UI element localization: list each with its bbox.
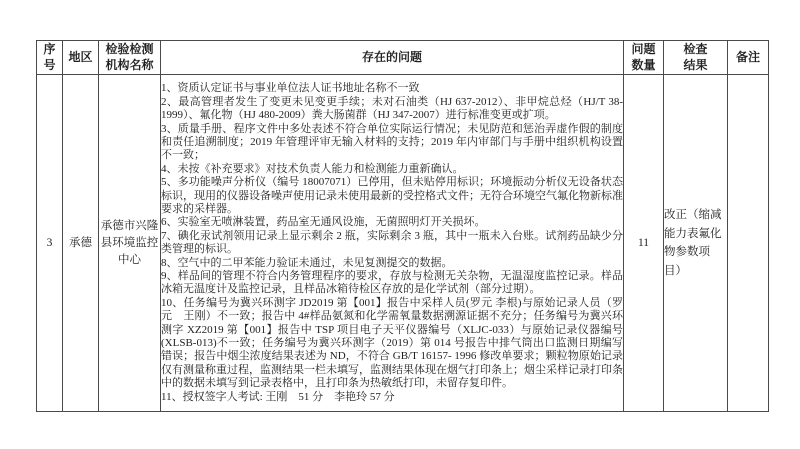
problem-item-3: 3、质量手册、程序文件中多处表述不符合单位实际运行情况；未见防范和惩治弄虚作假的制度和责任追溯制度；2019 年管理评审无输入材料的支持；2019 年内审部门与手册中组织机构设置不一致； xyxy=(161,122,623,162)
problem-item-8: 8、空气中的二甲苯能力验证未通过，未见复测提交的数据。 xyxy=(161,256,453,269)
header-region-label: 地区 xyxy=(68,49,93,64)
header-count-label: 问题数量 xyxy=(631,42,656,72)
header-cell-agency xyxy=(99,41,161,75)
problem-item-6: 6、实验室无喷淋装置，药品室无通风设施，无菌照明灯开关损坏。 xyxy=(161,216,486,229)
cell-count: 11 xyxy=(624,75,664,412)
problem-item-5: 5、多功能噪声分析仪（编号 18007071）已停用，但未贴停用标识；环境振动分析仪无设备状态标识，现用的仪器设备噪声使用记录未使用最新的受控格式文件；无符合环境空气氟化物新标准要求的采样器。 xyxy=(161,176,623,215)
cell-remark xyxy=(728,75,769,412)
header-index-label: 序号 xyxy=(43,42,56,72)
problem-item-4: 4、未按《补充要求》对技术负责人能力和检测能力重新确认。 xyxy=(161,162,464,175)
problem-item-1: 1、资质认定证书与事业单位法人证书地址名称不一致 xyxy=(161,82,420,95)
problem-item-11: 11、授权签字人考试: 王刚 51 分 李艳玲 57 分 xyxy=(161,390,395,403)
table-row xyxy=(37,75,769,412)
problem-item-9: 9、样品间的管理不符合内务管理程序的要求，存放与检测无关杂物，无温湿度监控记录。样品冰箱无温度计及监控记录，且样品冰箱待检区存放的是化学试剂（部分过期）。 xyxy=(161,270,623,296)
header-cell-region xyxy=(63,41,99,75)
problem-item-2: 2、最高管理者发生了变更未见变更手续；未对石油类（HJ 637-2012）、非甲烷总烃（HJ/T 38-1999）、氟化物（HJ 480-2009）粪大肠菌群（HJ 347-2007）进行标准变更或扩项。 xyxy=(161,95,623,122)
header-cell-result xyxy=(664,41,728,75)
cell-agency: 承德市兴隆县环境监控中心 xyxy=(99,75,161,412)
header-remark-label: 备注 xyxy=(735,49,760,64)
header-cell-problems xyxy=(161,41,624,75)
cell-index: 3 xyxy=(37,75,63,412)
header-cell-remark xyxy=(728,41,769,75)
problem-item-7: 7、碘化汞试剂领用记录上显示剩余 2 瓶，实际剩余 3 瓶，其中一瓶未入台账。试剂药品缺少分类管理的标识。 xyxy=(161,229,623,256)
cell-region: 承德 xyxy=(63,75,99,412)
header-problems-label: 存在的问题 xyxy=(361,49,422,64)
cell-result: 改正（缩减能力表氟化物参数项目） xyxy=(664,75,728,412)
problem-item-10: 10、任务编号为冀兴环测字 JD2019 第【001】报告中采样人员(罗元 李根)与原始记录人员（罗元 王刚）不一致；报告中 4#样品氨氮和化学需氧量数据溯源证据不充分；任务编号为冀兴环测字 XZ2019 第【001】报告中 TSP 项目电子天平仪器编号（XLJC-033）与原始记录仪器编号(XLSB-013)不一致；任务编号为冀兴环测字（2019）第 014 号报告中排气筒出口监测日期编写错误；报告中烟尘浓度结果表述为 ND，不符合 GB/T 16157- 1996 修改单要求；颗粒物原始记录仅有测量称重过程，监测结果一栏未填写，监测结果体现在烟气打印条上；烟尘采样记录打印条中的数据未填写到记录表格中，且打印条为热敏纸打印，未留存复印件。 xyxy=(161,296,623,390)
header-result-label: 检查结果 xyxy=(683,42,708,72)
cell-problems xyxy=(161,75,624,412)
header-cell-count xyxy=(624,41,664,75)
header-agency-label: 检验检测机构名称 xyxy=(105,42,154,72)
header-cell-index xyxy=(37,41,63,75)
table-header-row xyxy=(37,41,769,75)
inspection-table xyxy=(36,40,769,412)
